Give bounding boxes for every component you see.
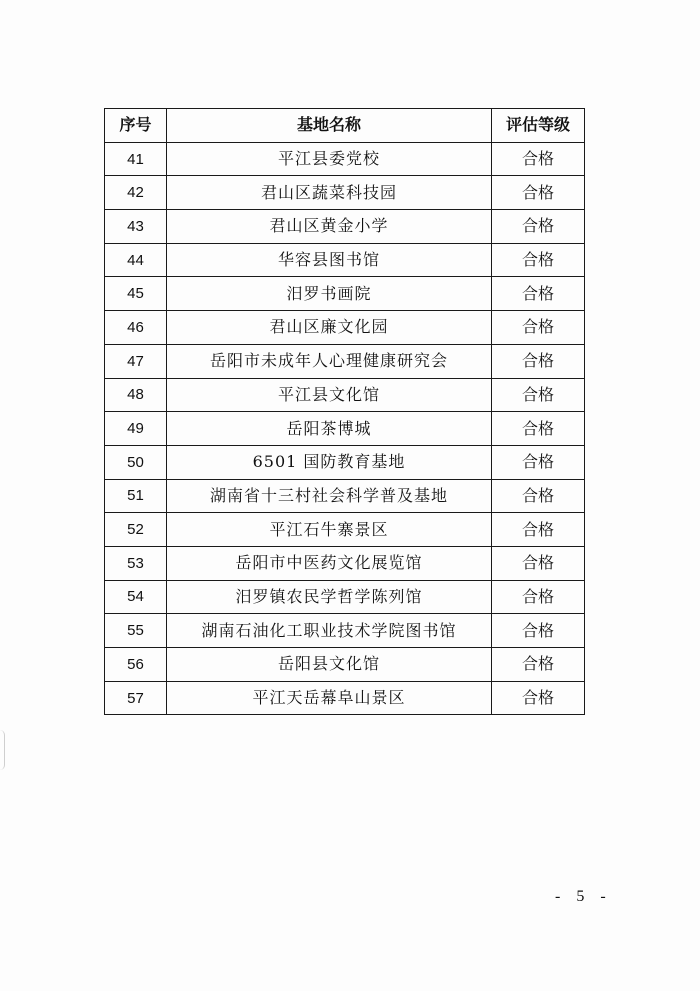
cell-name: 岳阳市中医药文化展览馆 <box>167 546 492 580</box>
cell-grade: 合格 <box>492 479 585 513</box>
cell-name: 湖南石油化工职业技术学院图书馆 <box>167 614 492 648</box>
cell-seq: 49 <box>105 412 167 446</box>
cell-seq: 47 <box>105 344 167 378</box>
table-row <box>105 277 585 311</box>
cell-name: 岳阳县文化馆 <box>167 648 492 682</box>
table-row <box>105 614 585 648</box>
cell-seq: 54 <box>105 580 167 614</box>
table-row <box>105 311 585 345</box>
cell-grade: 合格 <box>492 513 585 547</box>
cell-grade: 合格 <box>492 546 585 580</box>
cell-grade: 合格 <box>492 210 585 244</box>
table-row <box>105 210 585 244</box>
cell-seq: 51 <box>105 479 167 513</box>
cell-name: 6501 国防教育基地 <box>167 445 492 479</box>
table-row <box>105 513 585 547</box>
cell-name: 平江天岳幕阜山景区 <box>167 681 492 715</box>
cell-name: 华容县图书馆 <box>167 243 492 277</box>
cell-grade: 合格 <box>492 311 585 345</box>
table-row <box>105 344 585 378</box>
cell-seq: 53 <box>105 546 167 580</box>
cell-seq: 42 <box>105 176 167 210</box>
cell-seq: 48 <box>105 378 167 412</box>
cell-name: 平江石牛寨景区 <box>167 513 492 547</box>
cell-seq: 46 <box>105 311 167 345</box>
cell-name: 平江县文化馆 <box>167 378 492 412</box>
cell-grade: 合格 <box>492 445 585 479</box>
table-header-row <box>105 109 585 143</box>
table-body <box>105 142 585 715</box>
cell-name: 君山区蔬菜科技园 <box>167 176 492 210</box>
cell-name: 汨罗镇农民学哲学陈列馆 <box>167 580 492 614</box>
cell-grade: 合格 <box>492 378 585 412</box>
cell-grade: 合格 <box>492 580 585 614</box>
table-row <box>105 479 585 513</box>
table-row <box>105 142 585 176</box>
cell-name: 湖南省十三村社会科学普及基地 <box>167 479 492 513</box>
cell-seq: 41 <box>105 142 167 176</box>
cell-seq: 52 <box>105 513 167 547</box>
table-container <box>104 108 584 715</box>
header-seq: 序号 <box>105 109 167 143</box>
header-name: 基地名称 <box>167 109 492 143</box>
cell-seq: 55 <box>105 614 167 648</box>
base-evaluation-table <box>104 108 585 715</box>
cell-name: 岳阳茶博城 <box>167 412 492 446</box>
cell-grade: 合格 <box>492 277 585 311</box>
cell-grade: 合格 <box>492 344 585 378</box>
table-row <box>105 412 585 446</box>
cell-seq: 45 <box>105 277 167 311</box>
table-row <box>105 378 585 412</box>
cell-grade: 合格 <box>492 142 585 176</box>
cell-grade: 合格 <box>492 243 585 277</box>
table-row <box>105 648 585 682</box>
table-row <box>105 580 585 614</box>
cell-seq: 44 <box>105 243 167 277</box>
header-grade: 评估等级 <box>492 109 585 143</box>
table-row <box>105 243 585 277</box>
page-number: - 5 - <box>555 888 612 905</box>
cell-name: 汨罗书画院 <box>167 277 492 311</box>
table-row <box>105 445 585 479</box>
cell-grade: 合格 <box>492 614 585 648</box>
cell-grade: 合格 <box>492 681 585 715</box>
table-row <box>105 176 585 210</box>
scan-edge-mark <box>0 730 5 770</box>
cell-seq: 50 <box>105 445 167 479</box>
table-row <box>105 681 585 715</box>
cell-name: 岳阳市未成年人心理健康研究会 <box>167 344 492 378</box>
cell-seq: 57 <box>105 681 167 715</box>
table-row <box>105 546 585 580</box>
cell-name: 平江县委党校 <box>167 142 492 176</box>
cell-seq: 43 <box>105 210 167 244</box>
cell-name: 君山区黄金小学 <box>167 210 492 244</box>
cell-grade: 合格 <box>492 176 585 210</box>
cell-name: 君山区廉文化园 <box>167 311 492 345</box>
cell-seq: 56 <box>105 648 167 682</box>
cell-grade: 合格 <box>492 412 585 446</box>
cell-grade: 合格 <box>492 648 585 682</box>
